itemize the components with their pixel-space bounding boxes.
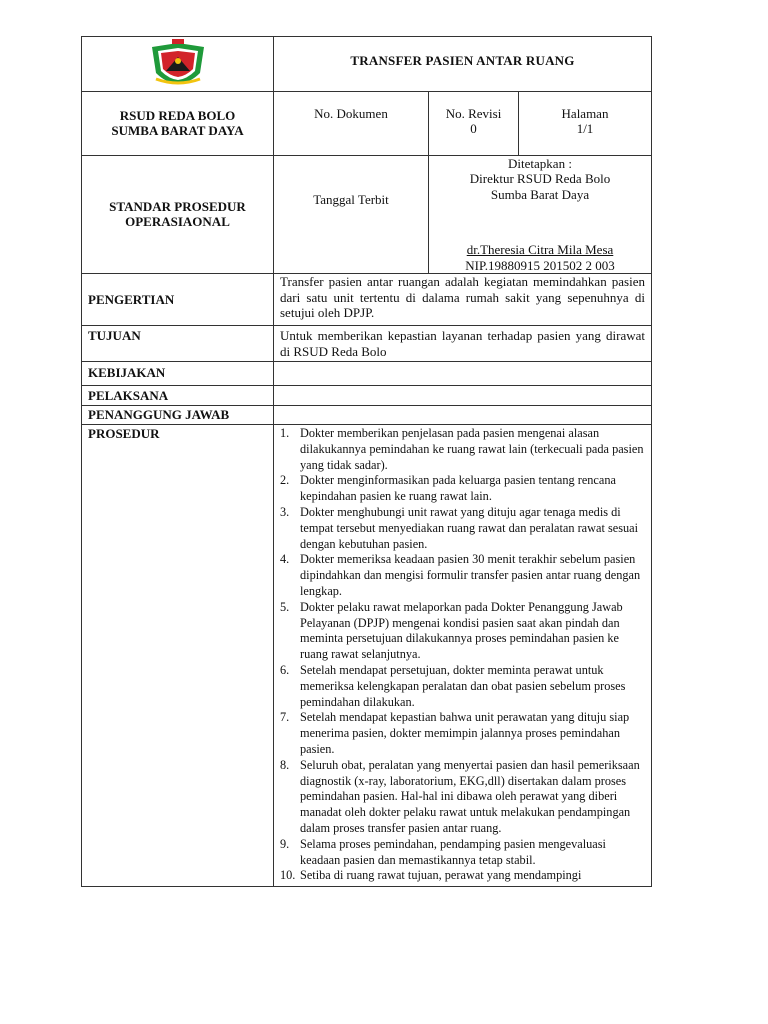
- prosedur-step-text: Setelah mendapat persetujuan, dokter meminta perawat untuk memeriksa kelengkapan peralatan dan obat pasien sebelum proses pemindahan dilakukan.: [300, 662, 626, 709]
- pengertian-label: PENGERTIAN: [82, 274, 274, 326]
- prosedur-step: [278, 663, 647, 710]
- no-revisi-cell: [429, 91, 519, 155]
- prosedur-step-number: 10.: [280, 868, 296, 883]
- prosedur-step-number: 7.: [280, 710, 290, 725]
- prosedur-step: [278, 505, 647, 552]
- no-revisi-label: No. Revisi: [445, 105, 502, 121]
- pengertian-text: Transfer pasien antar ruangan adalah kegiatan memindahkan pasien dari satu unit tertentu di dalama rumah sakit yang sepenuhnya di setujui oleh DPJP.: [274, 274, 652, 326]
- prosedur-step: [278, 426, 647, 473]
- sop-type-line1: STANDAR PROSEDUR: [109, 198, 246, 214]
- sop-type-line2: OPERASIAONAL: [125, 214, 230, 230]
- prosedur-step-text: Dokter pelaku rawat melaporkan pada Dokter Penanggung Jawab Pelayanan (DPJP) mengenai kondisi pasien saat akan pindah dan meminta persetujuan dilakukannya proses pemindahan pasien ke ruang rawat selanjutnya.: [300, 599, 623, 662]
- halaman-label: Halaman: [561, 105, 609, 121]
- kebijakan-value: [274, 362, 652, 386]
- prosedur-step: [278, 710, 647, 757]
- kebijakan-label: KEBIJAKAN: [82, 362, 274, 386]
- tujuan-text: Untuk memberikan kepastian layanan terhadap pasien yang dirawat di RSUD Reda Bolo: [274, 326, 652, 362]
- ditetapkan-line2: Direktur RSUD Reda Bolo: [469, 171, 611, 186]
- prosedur-step-text: Setelah mendapat kepastian bahwa unit perawatan yang dituju siap menerima pasien, dokter memimpin jalannya proses pemindahan pasien.: [300, 710, 630, 756]
- prosedur-step-text: Seluruh obat, peralatan yang menyertai pasien dan hasil pemeriksaan diagnostik (x-ray, laboratorium, EKG,dll) disertakan dalam proses pemindahan pasien. Hal-hal ini dibawa oleh perawat yang diberi manadat oleh dokter pelaku rawat untuk melakukan pendampingan dalam proses transfer pasien antar ruang.: [300, 757, 640, 835]
- prosedur-step-number: 6.: [280, 662, 290, 677]
- hospital-name: [82, 91, 274, 155]
- prosedur-step: [278, 837, 647, 869]
- prosedur-step: [278, 552, 647, 599]
- sop-type: [82, 155, 274, 274]
- penanggung-jawab-value: [274, 406, 652, 425]
- prosedur-label: PROSEDUR: [82, 425, 274, 887]
- signatory-name: dr.Theresia Citra Mila Mesa: [466, 242, 614, 257]
- regency-logo-icon: [142, 39, 214, 85]
- ditetapkan-cell: [429, 155, 652, 274]
- prosedur-step-text: Setiba di ruang rawat tujuan, perawat yang mendampingi: [300, 868, 582, 883]
- prosedur-step-text: Dokter memeriksa keadaan pasien 30 menit terakhir sebelum pasien dipindahkan dan mengisi formulir transfer pasien antar ruang dengan lengkap.: [300, 552, 641, 598]
- ditetapkan-label: Ditetapkan :: [508, 155, 572, 171]
- hospital-name-line1: RSUD REDA BOLO: [119, 107, 236, 123]
- logo-cell: [82, 37, 274, 92]
- pelaksana-label: PELAKSANA: [82, 386, 274, 406]
- prosedur-step: [278, 758, 647, 837]
- penanggung-jawab-label: PENANGGUNG JAWAB: [82, 406, 274, 425]
- prosedur-step: [278, 600, 647, 663]
- prosedur-list: [278, 426, 647, 884]
- prosedur-step-text: Selama proses pemindahan, pendamping pasien mengevaluasi keadaan pasien dan memastikannya tetap stabil.: [300, 836, 606, 867]
- sop-table: [81, 36, 652, 887]
- prosedur-step-text: Dokter menginformasikan pada keluarga pasien tentang rencana kepindahan pasien ke ruang rawat lain.: [300, 473, 616, 504]
- ditetapkan-line3: Sumba Barat Daya: [490, 186, 590, 202]
- prosedur-step-text: Dokter menghubungi unit rawat yang dituju agar tenaga medis di tempat tersebut menyediakan ruang rawat dan peralatan rawat sesuai dengan kebutuhan pasien.: [300, 504, 639, 551]
- prosedur-step-number: 3.: [280, 504, 290, 519]
- signatory-nip: NIP.19880915 201502 2 003: [465, 257, 615, 273]
- prosedur-step-number: 2.: [280, 473, 290, 488]
- prosedur-step-number: 9.: [280, 836, 290, 851]
- tanggal-terbit-label: Tanggal Terbit: [274, 155, 429, 274]
- prosedur-step-text: Dokter memberikan penjelasan pada pasien mengenai alasan dilakukannya pemindahan ke ruang rawat lain (terkecuali pada pasien yang tidak sadar).: [300, 426, 644, 472]
- no-dokumen-label: No. Dokumen: [274, 91, 429, 155]
- halaman-value: 1/1: [576, 121, 594, 136]
- prosedur-step: [278, 473, 647, 505]
- prosedur-step-number: 4.: [280, 552, 290, 567]
- pelaksana-value: [274, 386, 652, 406]
- hospital-name-line2: SUMBA BARAT DAYA: [111, 123, 244, 138]
- prosedur-cell: [274, 425, 652, 887]
- prosedur-step-number: 5.: [280, 599, 290, 614]
- no-revisi-value: 0: [470, 121, 477, 136]
- prosedur-step: [278, 868, 647, 884]
- halaman-cell: [519, 91, 652, 155]
- prosedur-step-number: 8.: [280, 757, 290, 772]
- sop-document: [81, 36, 651, 887]
- tujuan-label: TUJUAN: [82, 326, 274, 362]
- prosedur-step-number: 1.: [280, 426, 290, 440]
- document-title: TRANSFER PASIEN ANTAR RUANG: [274, 37, 652, 92]
